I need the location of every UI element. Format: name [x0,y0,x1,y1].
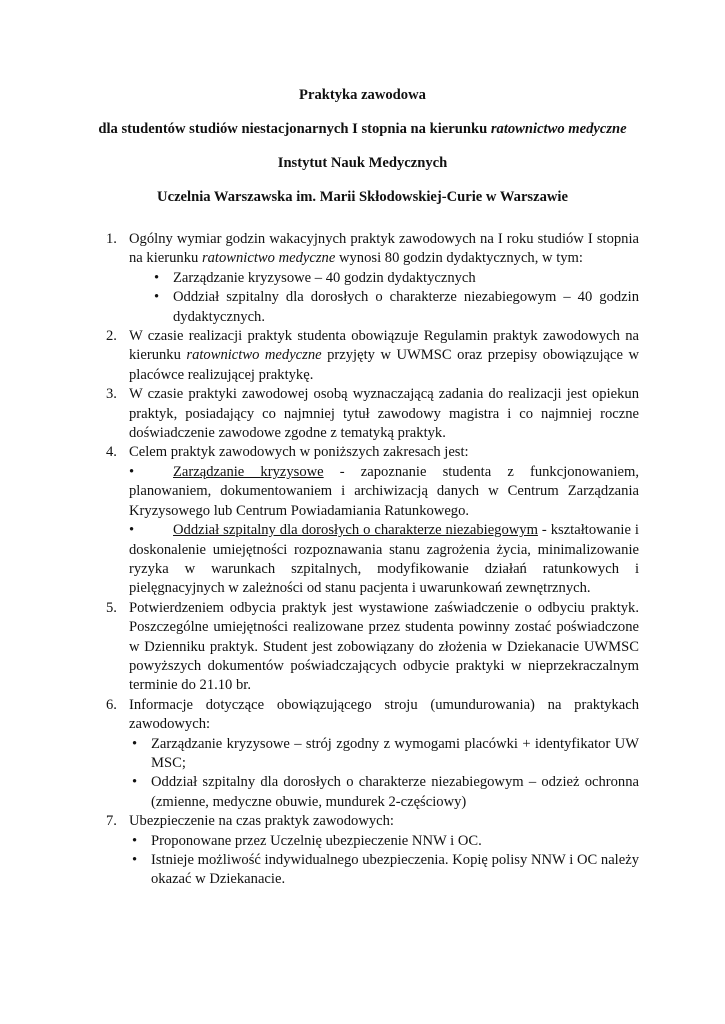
subtitle-text: dla studentów studiów niestacjonarnych I stopnia na kierunku [98,121,491,137]
bullet-icon: • [129,522,135,539]
bullet-icon: • [154,269,160,286]
list-item-4 [106,443,639,598]
bullet-text: Oddział szpitalny dla dorosłych o charakterze niezabiegowym – 40 godzin dydaktycznych. [173,289,639,325]
item-number: 6. [106,696,117,713]
bullet-item [151,288,639,327]
item-text: wynosi 80 godzin dydaktycznych, w tym: [335,250,583,267]
goal-label: Oddział szpitalny dla dorosłych o charakterze niezabiegowym [173,522,538,539]
dress-code-bullet-list [129,735,639,813]
item-text: Informacje dotyczące obowiązującego stroju (umundurowania) na praktykach zawodowych: [129,696,639,733]
requirements-list [0,230,725,890]
bullet-icon: • [132,774,138,791]
list-item-6 [106,696,639,812]
item-text: przyjęty w UWMSC oraz przepisy obowiązujące w placówce realizującej praktykę. [129,347,639,383]
item-number: 2. [106,328,117,345]
bullet-item [129,851,639,890]
list-item-5 [106,599,639,696]
list-item-7 [106,812,639,890]
field-of-study: ratownictwo medyczne [186,347,322,364]
bullet-item [129,832,639,851]
bullet-text: Zarządzanie kryzysowe – 40 godzin dydaktycznych [173,269,476,286]
item-number: 4. [106,444,117,461]
bullet-item [129,735,639,774]
field-of-study: ratownictwo medyczne [201,250,336,267]
list-item-1 [106,230,639,327]
item-text: Potwierdzeniem odbycia praktyk jest wystawione zaświadczenie o odbyciu praktyk. Poszczególne umiejętności realizowane przez studenta powinny zostać poświadczone w Dzienniku praktyk. Student jest zobowiązany do złożenia w Dziekanacie UWMSC powyższych dokumentów poświadczających odbycie praktyki w nieprzekraczalnym terminie do 21.10 br. [129,599,639,694]
item-text: W czasie realizacji praktyk studenta obowiązuje Regulamin praktyk zawodowych na kierunku [129,328,639,364]
document-subtitle [60,120,665,139]
bullet-icon: • [132,832,138,849]
item-text: Ogólny wymiar godzin wakacyjnych praktyk zawodowych na I roku studiów I stopnia na kierunku [129,231,639,267]
item-text: Ubezpieczenie na czas praktyk zawodowych: [129,813,394,830]
item-number: 7. [106,813,117,830]
document-title: Praktyka zawodowa [299,87,426,103]
bullet-text: Istnieje możliwość indywidualnego ubezpieczenia. Kopię polisy NNW i OC należy okazać w Dziekanacie. [151,852,639,888]
item-text: Celem praktyk zawodowych w poniższych zakresach jest: [129,444,469,461]
bullet-icon: • [129,463,135,480]
document-header [60,86,665,222]
goal-label: Zarządzanie kryzysowe [173,463,324,480]
goal-text: - kształtowanie i doskonalenie umiejętności rozpoznawania stanu zagrożenia życia, minimalizowanie ryzyka w warunkach szpitalnych, modyfikowanie działań ratunkowych i pielęgnacyjnych w zależności od stanu pacjenta i uwarunkowań zewnętrznych. [129,522,639,597]
institute-name: Instytut Nauk Medycznych [277,155,448,171]
bullet-text: Oddział szpitalny dla dorosłych o charakterze niezabiegowym – odzież ochronna (zmienne, medyczne obuwie, mundurek 2-częściowy) [151,774,639,810]
bullet-icon: • [132,735,138,752]
subtitle-field-of-study: ratownictwo medyczne [490,121,627,137]
item-number: 3. [106,386,117,403]
bullet-item [129,773,639,812]
hours-bullet-list [129,269,639,327]
goal-text: - zapoznanie studenta z funkcjonowaniem, planowaniem, dokumentowaniem i archiwizacją danych w Centrum Zarządzania Kryzysowego lub Centrum Powiadamiania Ratunkowego. [129,463,639,519]
item-text: W czasie praktyki zawodowej osobą wyznaczającą zadania do realizacji jest opiekun praktyk, posiadający co najmniej tytuł zawodowy magistra i co najmniej roczne doświadczenie zawodowe zgodne z tematyką praktyk. [129,386,639,442]
goal-hospital-ward [129,521,639,599]
goal-crisis-management [129,463,639,521]
bullet-item [151,269,639,288]
list-item-2 [106,327,639,385]
bullet-icon: • [154,289,160,306]
item-number: 1. [106,231,117,247]
insurance-bullet-list [129,832,639,890]
bullet-text: Zarządzanie kryzysowe – strój zgodny z wymogami placówki + identyfikator UW MSC; [151,735,639,771]
bullet-icon: • [132,852,138,868]
university-name: Uczelnia Warszawska im. Marii Skłodowskiej-Curie w Warszawie [157,189,568,205]
item-number: 5. [106,599,117,616]
bullet-text: Proponowane przez Uczelnię ubezpieczenie NNW i OC. [151,832,482,849]
list-item-3 [106,385,639,443]
